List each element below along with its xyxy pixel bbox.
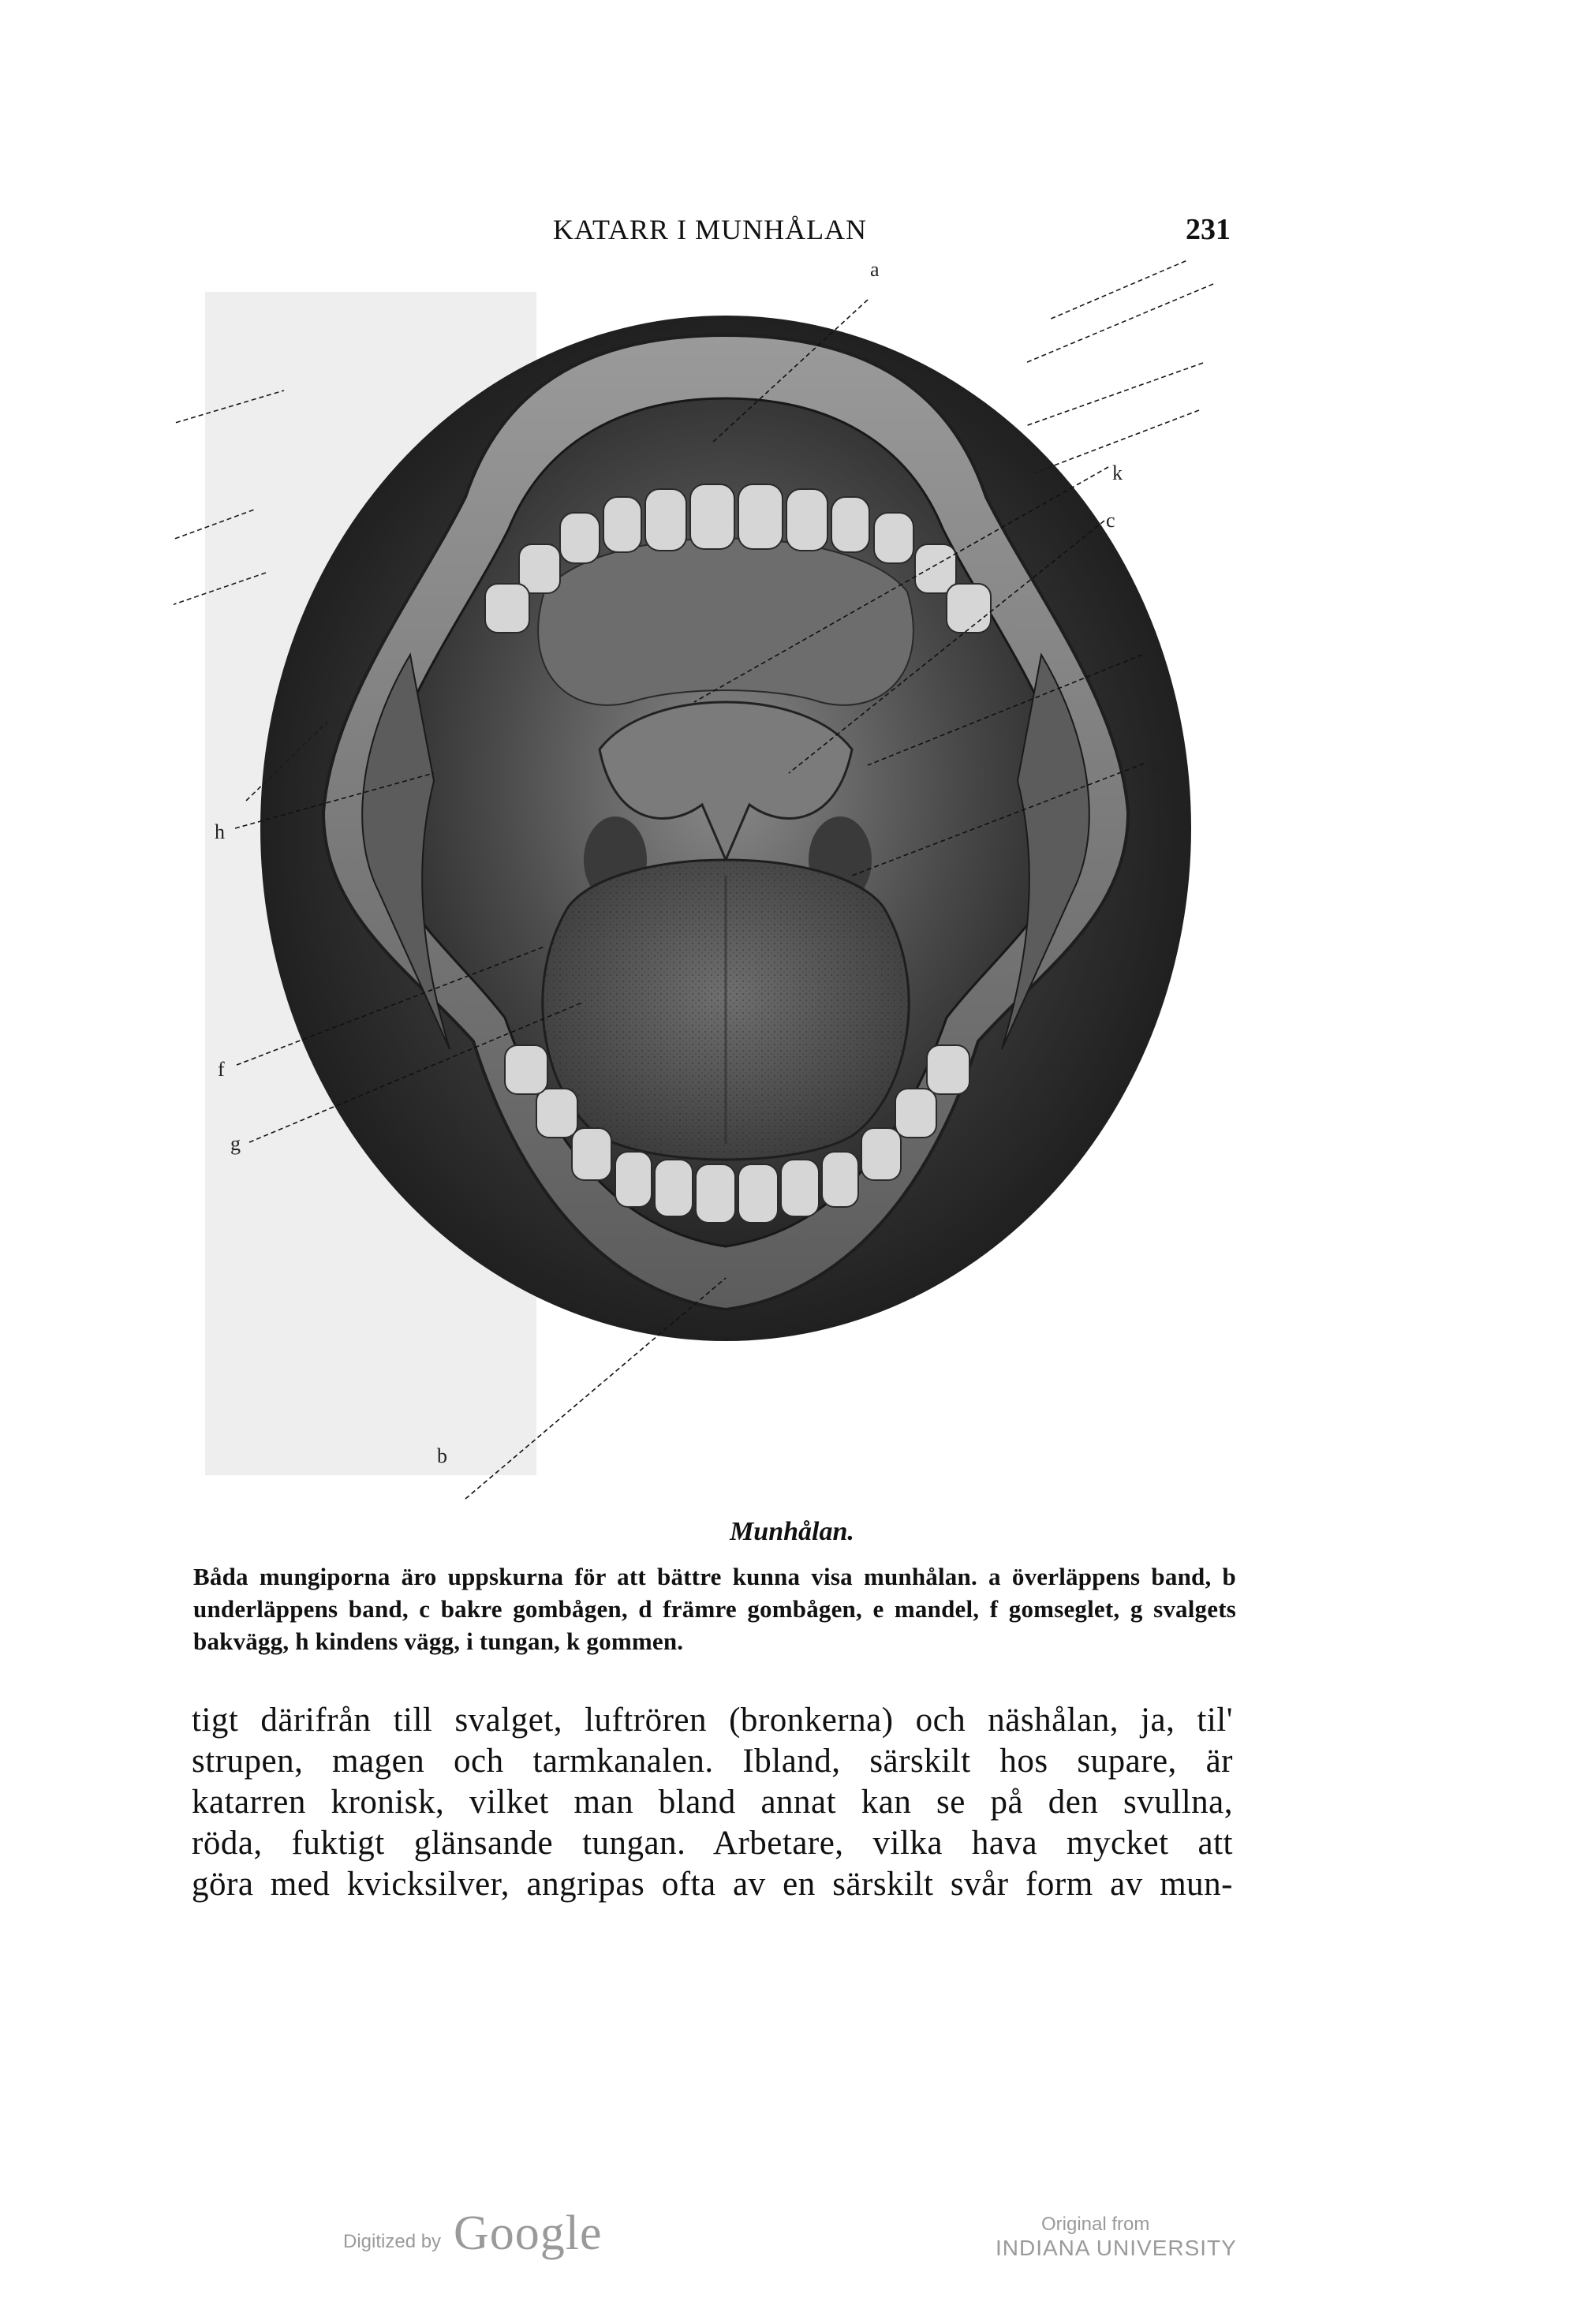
original-from-label: Original from bbox=[1041, 2214, 1150, 2235]
label-e: e bbox=[1150, 647, 1160, 670]
figure-caption-text: Båda mungiporna äro uppskurna för att bättre kunna visa munhålan. a överläppens band, b underläppens band, c bakre gombågen, d främre gombågen, e mandel, f gomseglet, g svalgets bakvägg, h kindens vägg, i tungan, k gommen. bbox=[193, 1563, 1236, 1655]
body-line: strupen, magen och tarmkanalen. Ibland, särskilt hos supare, är bbox=[192, 1743, 1233, 1780]
digitization-footer bbox=[0, 2201, 1584, 2280]
body-line: katarren kronisk, vilket man bland annat kan se på den svullna, bbox=[192, 1784, 1233, 1821]
page-header bbox=[189, 210, 1231, 249]
label-a: a bbox=[870, 260, 880, 281]
institution-label: INDIANA UNIVERSITY bbox=[996, 2236, 1237, 2260]
page-number: 231 bbox=[1186, 213, 1231, 246]
body-line: röda, fuktigt glänsande tungan. Arbetare, vilka hava mycket att bbox=[192, 1825, 1233, 1862]
mouth-illustration bbox=[174, 260, 1262, 1507]
label-c: c bbox=[1106, 509, 1115, 532]
body-line: göra med kvicksilver, angripas ofta av en särskilt svår form av mun- bbox=[192, 1866, 1233, 1903]
digitized-by-label: Digitized by bbox=[343, 2231, 442, 2252]
label-f: f bbox=[218, 1058, 225, 1081]
body-paragraph bbox=[192, 1700, 1233, 1905]
running-head: KATARR I MUNHÅLAN bbox=[552, 214, 868, 245]
mouth-anatomy-figure bbox=[174, 260, 1262, 1507]
google-logo: Google bbox=[454, 2206, 603, 2260]
label-k: k bbox=[1112, 461, 1123, 484]
figure-caption-title: Munhålan. bbox=[730, 1517, 854, 1546]
label-h: h bbox=[215, 820, 225, 843]
palate bbox=[538, 539, 913, 705]
label-b: b bbox=[437, 1444, 447, 1467]
label-g: g bbox=[230, 1132, 241, 1155]
label-d: d bbox=[1152, 753, 1162, 776]
body-line: tigt därifrån till svalget, luftrören (bronkerna) och näshålan, ja, til' bbox=[192, 1702, 1233, 1739]
